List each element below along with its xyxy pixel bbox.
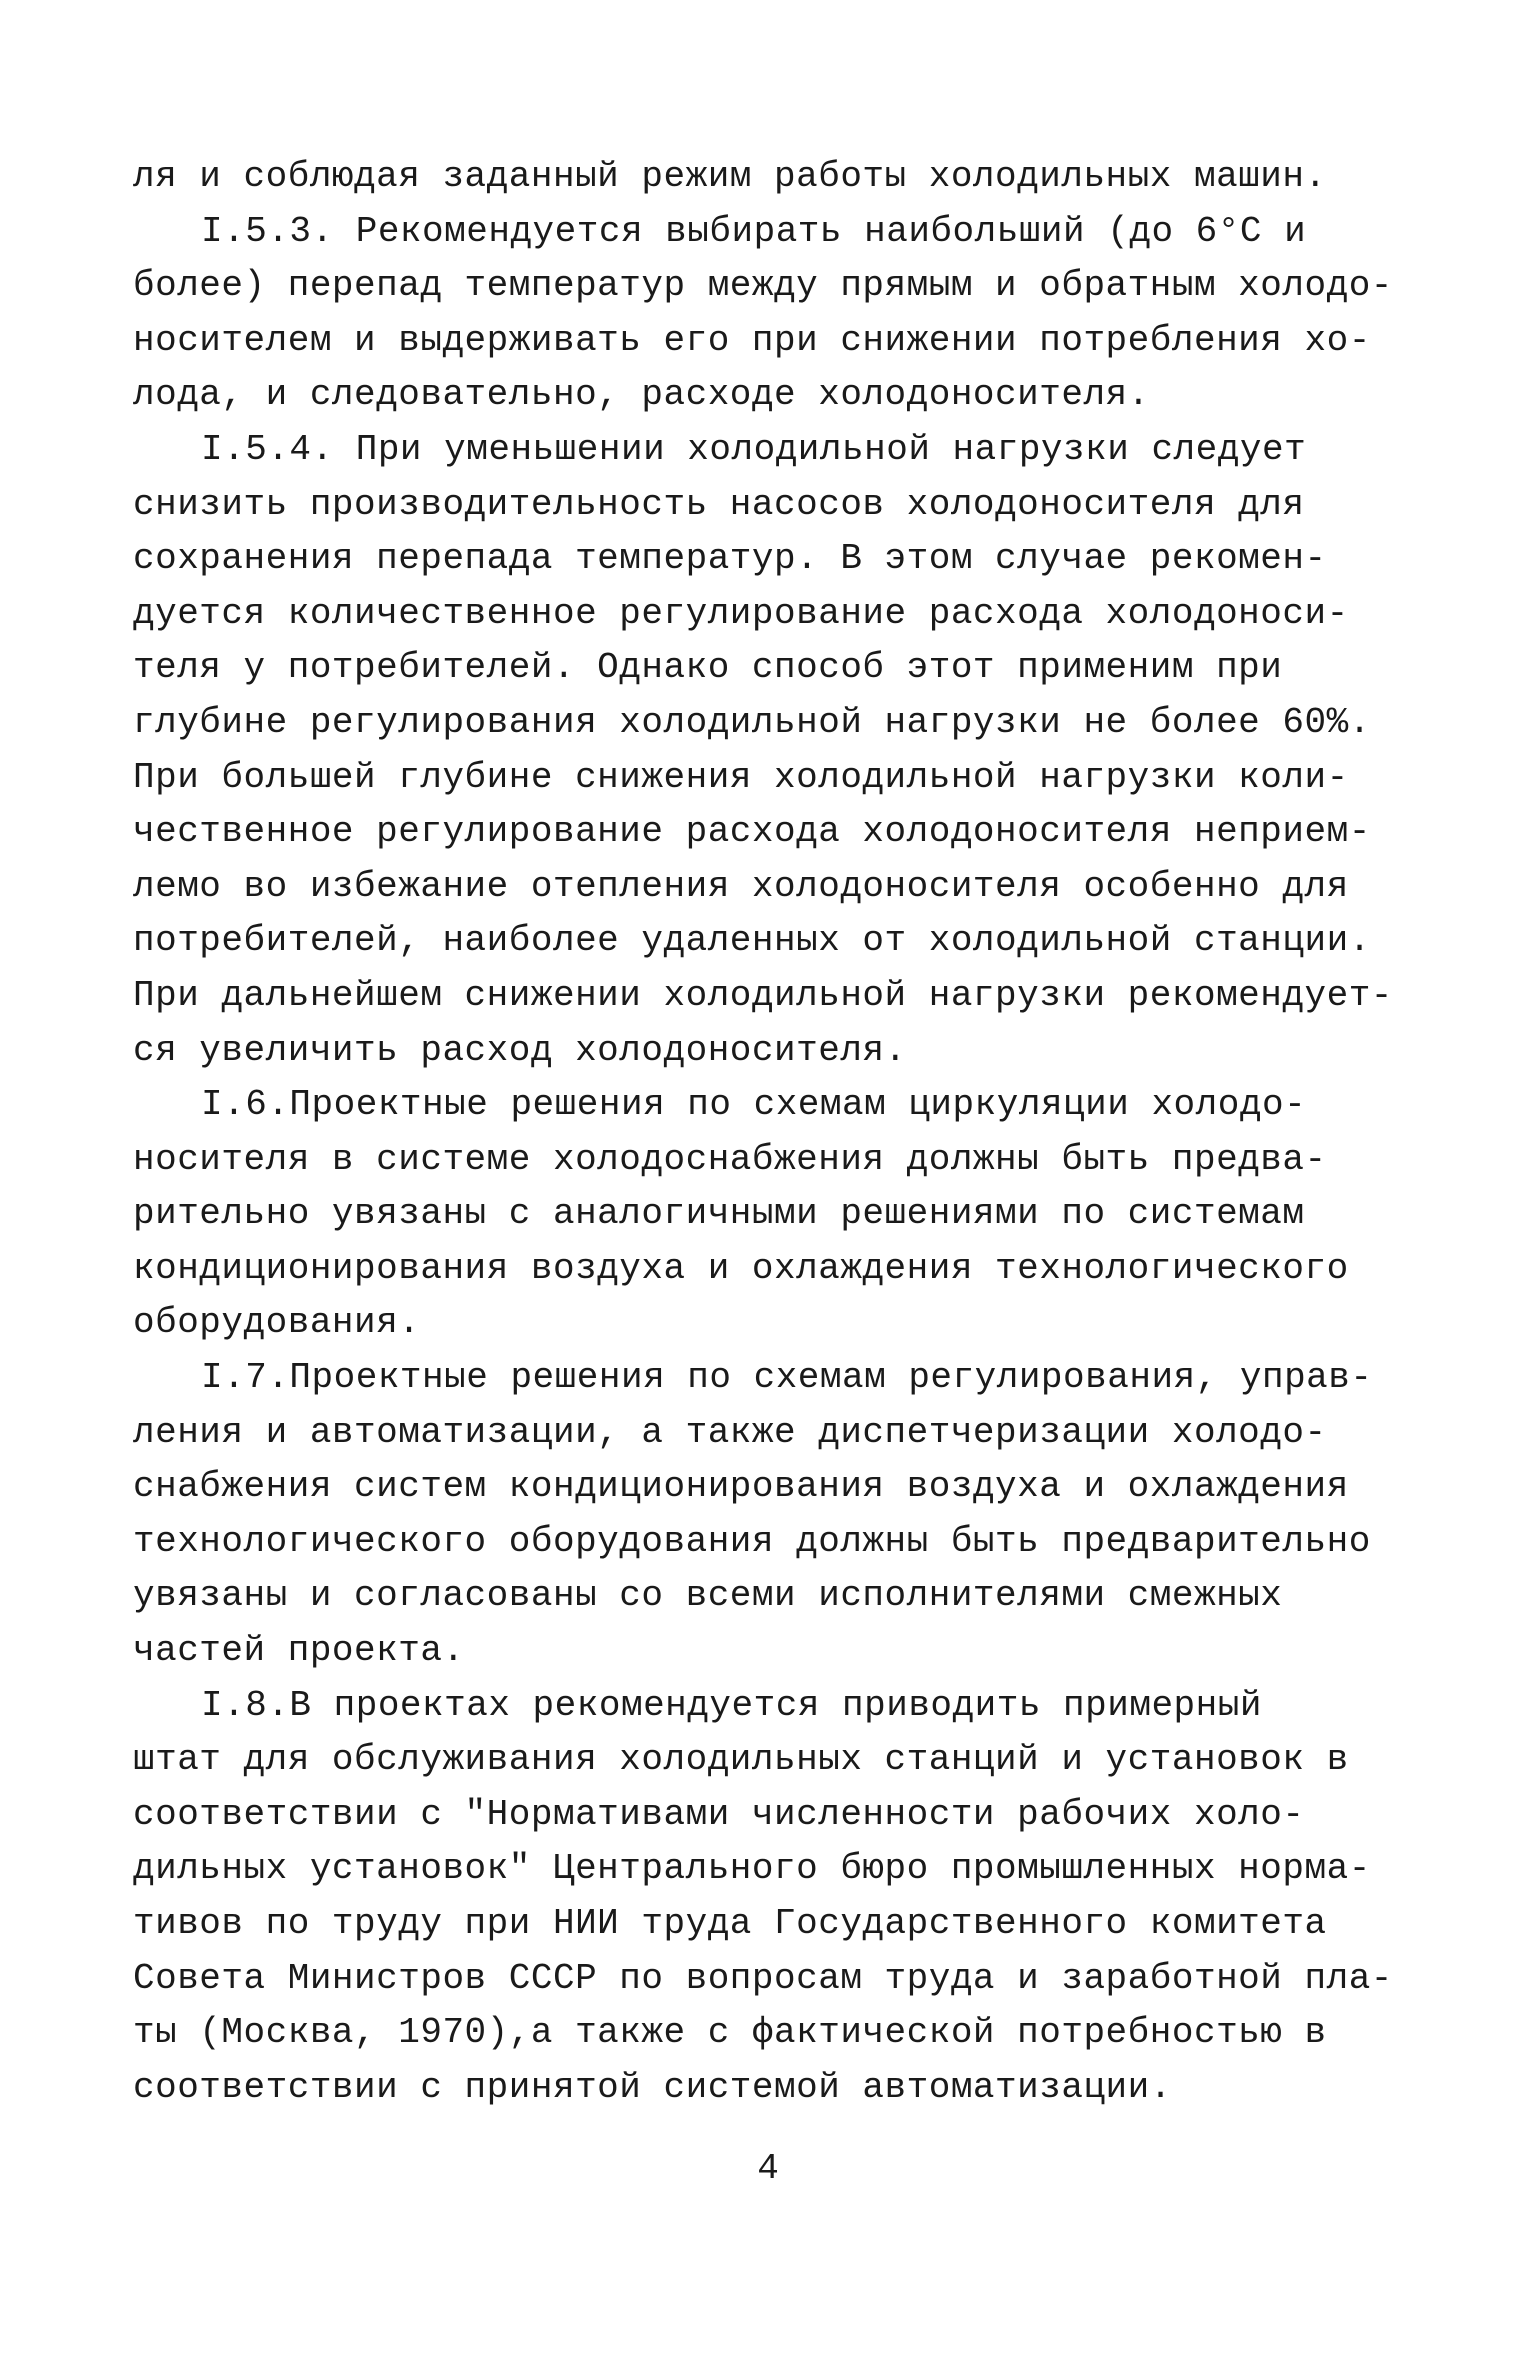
text-line: носителем и выдерживать его при снижении потребления хо- xyxy=(133,319,1371,361)
text-line: При дальнейшем снижении холодильной нагрузки рекомендует- xyxy=(133,974,1393,1016)
text-line: I.7.Проектные решения по схемам регулирования, управ- xyxy=(201,1357,1373,1399)
text-line: штат для обслуживания холодильных станций и установок в xyxy=(133,1739,1349,1781)
text-line: рительно увязаны с аналогичными решениями по системам xyxy=(133,1193,1305,1235)
text-line: частей проекта. xyxy=(133,1630,465,1672)
text-line: чественное регулирование расхода холодоносителя неприем- xyxy=(133,811,1371,853)
text-line: I.6.Проектные решения по схемам циркуляции холодо- xyxy=(201,1084,1307,1126)
text-line: I.8.В проектах рекомендуется приводить примерный xyxy=(201,1684,1262,1726)
text-line: снабжения систем кондиционирования воздуха и охлаждения xyxy=(133,1466,1349,1508)
page-number: 4 xyxy=(757,2148,779,2189)
text-line: соответствии с принятой системой автоматизации. xyxy=(133,2066,1172,2108)
text-line: потребителей, наиболее удаленных от холодильной станции. xyxy=(133,920,1371,962)
text-line: сохранения перепада температур. В этом случае рекомен- xyxy=(133,538,1327,580)
body-text xyxy=(133,150,1423,2115)
text-line: Совета Министров СССР по вопросам труда и заработной пла- xyxy=(133,1957,1393,1999)
text-line: лемо во избежание отепления холодоносителя особенно для xyxy=(133,865,1349,907)
text-line: ля и соблюдая заданный режим работы холодильных машин. xyxy=(133,156,1327,197)
text-line: теля у потребителей. Однако способ этот применим при xyxy=(133,647,1283,689)
text-line: При большей глубине снижения холодильной нагрузки коли- xyxy=(133,756,1349,798)
text-line: дильных установок" Центрального бюро промышленных норма- xyxy=(133,1848,1371,1890)
text-line: I.5.3. Рекомендуется выбирать наибольший (до 6°С и xyxy=(201,210,1307,252)
text-line: ся увеличить расход холодоносителя. xyxy=(133,1029,907,1071)
text-line: носителя в системе холодоснабжения должны быть предва- xyxy=(133,1138,1327,1180)
text-line: ления и автоматизации, а также диспетчеризации холодо- xyxy=(133,1411,1327,1453)
text-line: снизить производительность насосов холодоносителя для xyxy=(133,483,1305,525)
text-line: ты (Москва, 1970),а также с фактической потребностью в xyxy=(133,2012,1327,2054)
text-line: оборудования. xyxy=(133,1302,421,1344)
text-line: увязаны и согласованы со всеми исполнителями смежных xyxy=(133,1575,1283,1617)
text-line: кондиционирования воздуха и охлаждения технологического xyxy=(133,1247,1349,1289)
text-line: дуется количественное регулирование расхода холодоноси- xyxy=(133,592,1349,634)
text-line: I.5.4. При уменьшении холодильной нагрузки следует xyxy=(201,428,1307,470)
text-line: тивов по труду при НИИ труда Государственного комитета xyxy=(133,1903,1327,1944)
text-line: соответствии с "Нормативами численности рабочих холо- xyxy=(133,1793,1305,1835)
text-line: лода, и следовательно, расходе холодоносителя. xyxy=(133,374,1150,416)
text-line: глубине регулирования холодильной нагрузки не более 60%. xyxy=(133,701,1371,743)
text-line: более) перепад температур между прямым и обратным холодо- xyxy=(133,265,1393,307)
text-line: технологического оборудования должны быть предварительно xyxy=(133,1520,1371,1562)
